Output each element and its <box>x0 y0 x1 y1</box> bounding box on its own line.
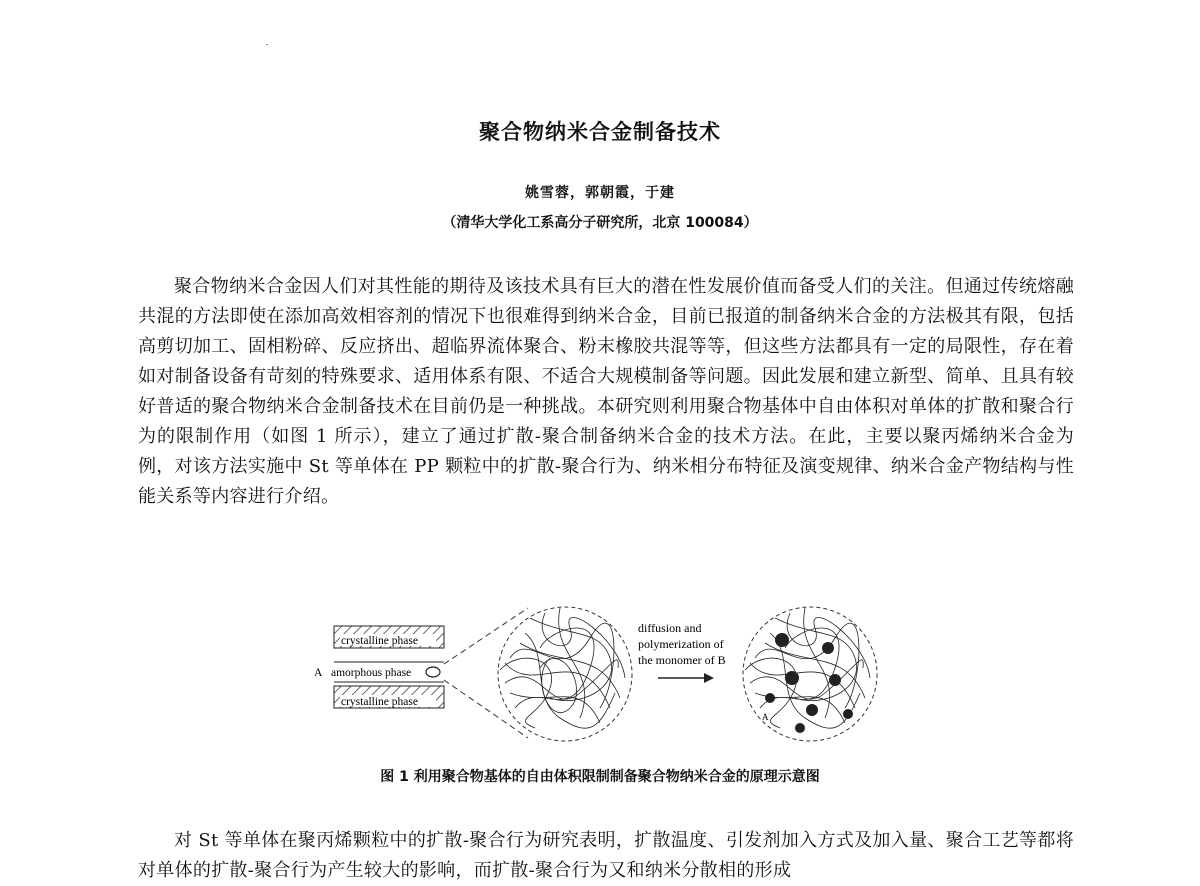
scan-speck <box>266 44 268 45</box>
figure-1 <box>300 598 900 758</box>
body-paragraph-1: 聚合物纳米合金因人们对其性能的期待及该技术具有巨大的潜在性发展价值而备受人们的关注。但通过传统熔融共混的方法即使在添加高效相容剂的情况下也很难得到纳米合金，目前已报道的制备纳米合金的方法极其有限，包括高剪切加工、固相粉碎、反应挤出、超临界流体聚合、粉末橡胶共混等等，但这些方法都具有一定的局限性，存在着如对制备设备有苛刻的特殊要求、适用体系有限、不适合大规模制备等问题。因此发展和建立新型、简单、且具有较好普适的聚合物纳米合金制备技术在目前仍是一种挑战。本研究则利用聚合物基体中自由体积对单体的扩散和聚合行为的限制作用（如图 1 所示），建立了通过扩散-聚合制备纳米合金的技术方法。在此，主要以聚丙烯纳米合金为例，对该方法实施中 St 等单体在 PP 颗粒中的扩散-聚合行为、纳米相分布特征及演变规律、纳米合金产物结构与性能关系等内容进行介绍。 <box>138 276 1074 507</box>
label-A-right: A <box>762 712 769 722</box>
process-arrow-group <box>638 621 726 683</box>
label-crystalline-top: crystalline phase <box>341 635 418 647</box>
affiliation: （清华大学化工系高分子研究所，北京 100084） <box>442 215 758 231</box>
label-A-left: A <box>314 667 323 679</box>
figure-1-diagram <box>300 598 900 758</box>
paper-title: 聚合物纳米合金制备技术 <box>479 120 721 144</box>
figure-1-caption: 图 1 利用聚合物基体的自由体积限制制备聚合物纳米合金的原理示意图 <box>380 769 820 785</box>
body-paragraph-2: 对 St 等单体在聚丙烯颗粒中的扩散-聚合行为研究表明，扩散温度、引发剂加入方式及加入量、聚合工艺等都将对单体的扩散-聚合行为产生较大的影响，而扩散-聚合行为又和纳米分散相的形成 <box>138 830 1074 881</box>
label-crystalline-bottom: crystalline phase <box>341 696 418 708</box>
arrow-text-line-2: polymerization of <box>638 637 724 651</box>
nanoalloy-circle <box>743 607 877 741</box>
author-list: 姚雪蓉，郭朝霞，于建 <box>525 185 675 201</box>
lamellae-stack <box>314 626 444 708</box>
label-amorphous: amorphous phase <box>331 667 412 679</box>
arrow-head-icon <box>704 673 714 683</box>
arrow-text-line-1: diffusion and <box>638 621 702 635</box>
arrow-text-line-3: the monomer of B <box>638 653 726 667</box>
amorphous-region-circle <box>498 607 632 741</box>
